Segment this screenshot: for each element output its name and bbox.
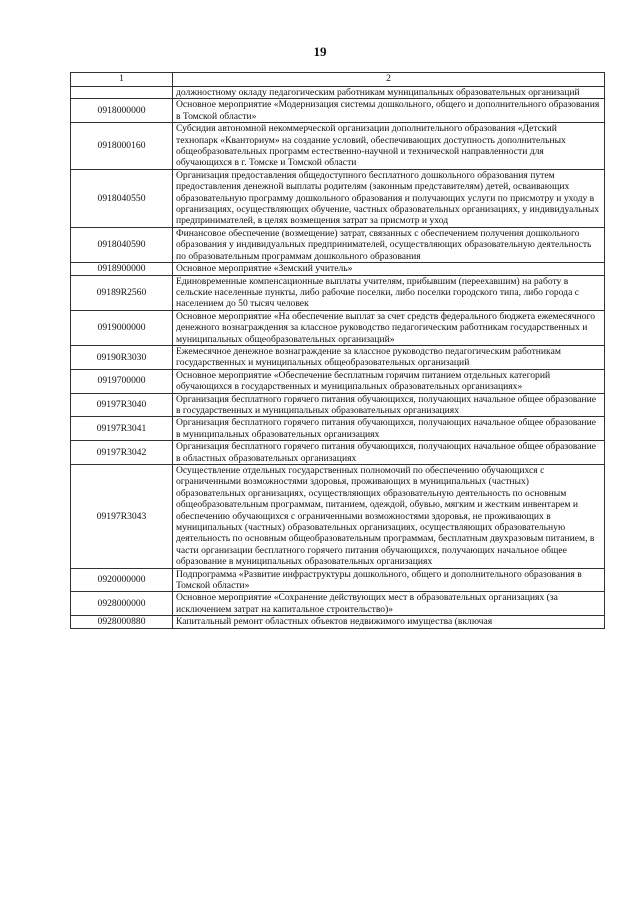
table-row (71, 616, 605, 628)
row-code: 0919000000 (71, 310, 173, 345)
page-number: 19 (313, 44, 327, 59)
row-code: 0918000160 (71, 123, 173, 170)
row-description: Единовременные компенсационные выплаты учителям, прибывшим (переехавшим) на работу в сельские населенные пункты, либо рабочие поселки, либо поселки городского типа, либо города с населением до 50 тысяч человек (173, 275, 605, 310)
row-code: 0918000000 (71, 99, 173, 123)
table-row (71, 310, 605, 345)
row-code: 09197R3041 (71, 417, 173, 441)
row-code (71, 87, 173, 99)
row-code: 0918040550 (71, 169, 173, 227)
row-description: Организация бесплатного горячего питания обучающихся, получающих начальное общее образование в областных образовательных организациях (173, 441, 605, 465)
row-code: 09197R3042 (71, 441, 173, 465)
table-row (71, 123, 605, 170)
table-row (71, 99, 605, 123)
column-header-2: 2 (173, 73, 605, 87)
row-description: Организация предоставления общедоступного бесплатного дошкольного образования путем предоставления денежной выплаты родителям (законным представителям) детей, осваивающих образовательную программу дошкольного образования и получающих услуги по присмотру и уходу в организациях, осуществляющих обучение, частных образовательных организациях, у индивидуальных предпринимателей, в целях возмещения затрат за присмотр и уход (173, 169, 605, 227)
row-description: Ежемесячное денежное вознаграждение за классное руководство педагогическим работникам государственных и муниципальных общеобразовательных организаций (173, 345, 605, 369)
row-description: Субсидия автономной некоммерческой организации дополнительного образования «Детский технопарк «Кванториум» на создание условий, обеспечивающих доступность дополнительных общеобразовательных программ естественно-научной и технической направленности для обучающихся в г. Томске и Томской области (173, 123, 605, 170)
row-description: Подпрограмма «Развитие инфраструктуры дошкольного, общего и дополнительного образования в Томской области» (173, 568, 605, 592)
row-code: 0919700000 (71, 369, 173, 393)
table-row (71, 441, 605, 465)
table-row (71, 263, 605, 275)
row-description: Организация бесплатного горячего питания обучающихся, получающих начальное общее образование в государственных и муниципальных образовательных организациях (173, 393, 605, 417)
table-row (71, 592, 605, 616)
row-description: Основное мероприятие «Обеспечение бесплатным горячим питанием отдельных категорий обучающихся в государственных и муниципальных образовательных организациях» (173, 369, 605, 393)
row-code: 0918900000 (71, 263, 173, 275)
row-description: Осуществление отдельных государственных полномочий по обеспечению обучающихся с ограниченными возможностями здоровья, проживающих в муниципальных (частных) образовательных организациях, осуществляющих образовательную деятельность по основным общеобразовательным программам, питанием, одеждой, обувью, мягким и жестким инвентарем и обеспечению обучающихся с ограниченными возможностями здоровья, не проживающих в муниципальных (частных) образовательных организациях, осуществляющих образовательную деятельность по основным общеобразовательным программам, бесплатным двухразовым питанием, в части организации бесплатного горячего питания обучающихся, получающих начальное общее образование в муниципальных образовательных организациях (173, 465, 605, 569)
row-code: 09189R2560 (71, 275, 173, 310)
row-code: 0928000880 (71, 616, 173, 628)
table-row (71, 169, 605, 227)
row-description: должностному окладу педагогическим работникам муниципальных образовательных организаций (173, 87, 605, 99)
table-row (71, 87, 605, 99)
table-row (71, 417, 605, 441)
row-code: 09197R3040 (71, 393, 173, 417)
row-description: Основное мероприятие «На обеспечение выплат за счет средств федерального бюджета ежемесячного денежного вознаграждения за классное руководство педагогическим работникам государственных и муниципальных общеобразовательных организаций» (173, 310, 605, 345)
row-description: Основное мероприятие «Сохранение действующих мест в образовательных организациях (за исключением затрат на капитальное строительство)» (173, 592, 605, 616)
table-row (71, 275, 605, 310)
table-row (71, 227, 605, 262)
row-description: Основное мероприятие «Земский учитель» (173, 263, 605, 275)
row-code: 0928000000 (71, 592, 173, 616)
row-code: 09190R3030 (71, 345, 173, 369)
table-header-row (71, 73, 605, 87)
budget-code-table (70, 72, 605, 629)
row-description: Основное мероприятие «Модернизация системы дошкольного, общего и дополнительного образования в Томской области» (173, 99, 605, 123)
row-description: Организация бесплатного горячего питания обучающихся, получающих начальное общее образование в муниципальных образовательных организациях (173, 417, 605, 441)
row-code: 09197R3043 (71, 465, 173, 569)
column-header-1: 1 (71, 73, 173, 87)
table-row (71, 465, 605, 569)
table-row (71, 568, 605, 592)
table-row (71, 369, 605, 393)
row-code: 0920000000 (71, 568, 173, 592)
table-body (71, 87, 605, 629)
row-description: Финансовое обеспечение (возмещение) затрат, связанных с обеспечением получения дошкольного образования у индивидуальных предпринимателей, осуществляющих образовательную деятельность по образовательным программам дошкольного образования (173, 227, 605, 262)
table-row (71, 393, 605, 417)
row-code: 0918040590 (71, 227, 173, 262)
row-description: Капитальный ремонт областных объектов недвижимого имущества (включая (173, 616, 605, 628)
table-row (71, 345, 605, 369)
